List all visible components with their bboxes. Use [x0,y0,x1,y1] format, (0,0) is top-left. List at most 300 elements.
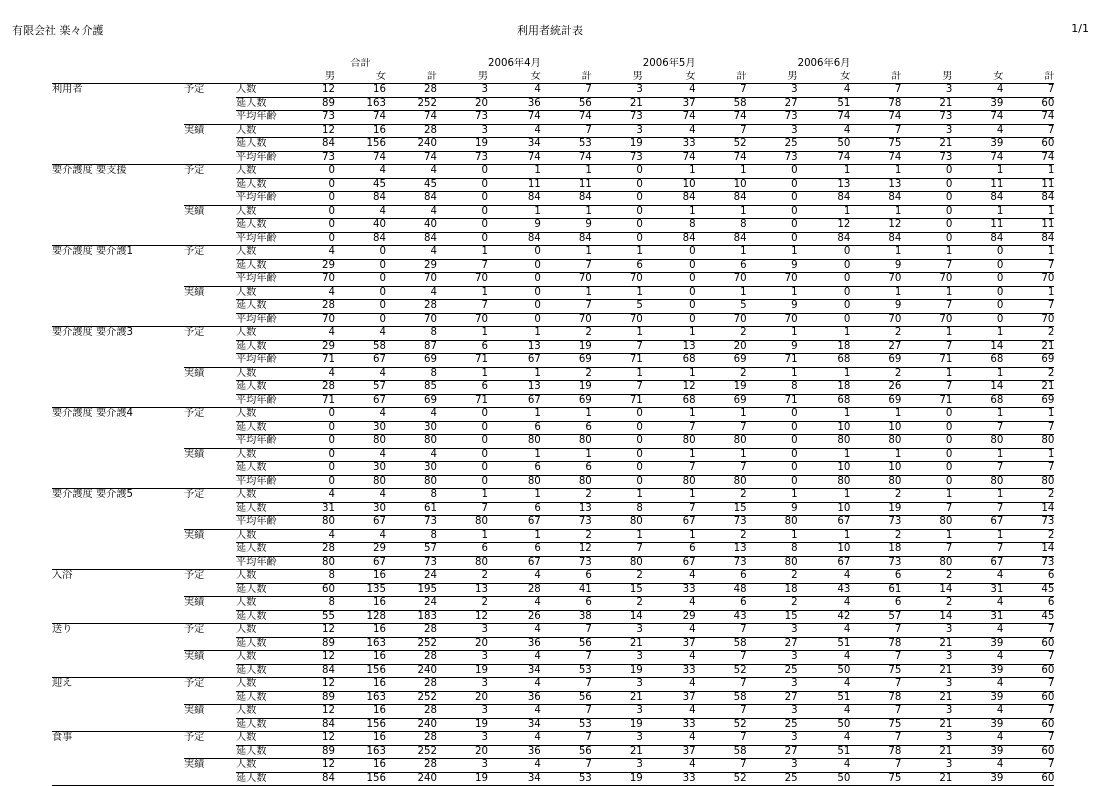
value-cell: 1 [798,165,851,179]
value-cell: 3 [901,624,952,638]
value-cell: 7 [901,259,952,273]
category-label [52,151,184,165]
table-row [52,138,1054,152]
value-cell: 0 [488,259,541,273]
value-cell: 8 [747,543,798,557]
value-cell: 28 [386,678,437,692]
value-cell: 89 [284,637,335,651]
value-cell: 7 [541,705,592,719]
table-row [52,97,1054,111]
value-cell: 20 [437,691,488,705]
value-cell: 74 [1003,111,1054,125]
value-cell: 19 [437,664,488,678]
value-cell: 73 [541,556,592,570]
value-cell: 11 [541,178,592,192]
value-cell: 51 [798,637,851,651]
plan-type-label [184,502,236,516]
value-cell: 6 [696,259,747,273]
value-cell: 84 [284,718,335,732]
plan-type-label [184,435,236,449]
category-label [52,435,184,449]
column-header: 女 [798,71,851,84]
value-cell: 7 [696,421,747,435]
value-cell: 84 [284,772,335,786]
value-cell: 7 [1003,300,1054,314]
value-cell: 39 [952,745,1003,759]
metric-label: 人数 [236,624,284,638]
value-cell: 1 [747,367,798,381]
value-cell: 29 [335,543,386,557]
category-label [52,597,184,611]
value-cell: 11 [952,219,1003,233]
value-cell: 3 [437,651,488,665]
value-cell: 0 [747,462,798,476]
table-row [52,759,1054,773]
value-cell: 1 [488,327,541,341]
metric-label: 延人数 [236,421,284,435]
value-cell: 0 [747,421,798,435]
value-cell: 19 [592,138,643,152]
value-cell: 0 [592,219,643,233]
value-cell: 43 [696,610,747,624]
value-cell: 80 [386,475,437,489]
value-cell: 60 [1003,637,1054,651]
value-cell: 10 [798,421,851,435]
value-cell: 80 [798,475,851,489]
value-cell: 67 [488,556,541,570]
value-cell: 70 [592,273,643,287]
value-cell: 67 [488,354,541,368]
value-cell: 10 [850,421,901,435]
value-cell: 0 [284,421,335,435]
value-cell: 45 [335,178,386,192]
value-cell: 7 [1003,124,1054,138]
category-label [52,759,184,773]
value-cell: 7 [437,259,488,273]
plan-type-label [184,97,236,111]
metric-label: 平均年齢 [236,394,284,408]
value-cell: 3 [747,705,798,719]
value-cell: 21 [901,138,952,152]
value-cell: 0 [284,462,335,476]
metric-label: 延人数 [236,462,284,476]
value-cell: 67 [798,516,851,530]
value-cell: 27 [747,691,798,705]
value-cell: 68 [952,394,1003,408]
value-cell: 43 [798,583,851,597]
value-cell: 84 [850,192,901,206]
value-cell: 84 [798,232,851,246]
table-row [52,205,1054,219]
metric-label: 平均年齢 [236,192,284,206]
metric-label: 延人数 [236,340,284,354]
value-cell: 67 [488,516,541,530]
value-cell: 69 [386,394,437,408]
value-cell: 7 [541,651,592,665]
value-cell: 2 [1003,529,1054,543]
metric-label: 延人数 [236,691,284,705]
value-cell: 68 [952,354,1003,368]
value-cell: 73 [747,151,798,165]
value-cell: 75 [850,718,901,732]
value-cell: 1 [952,205,1003,219]
value-cell: 53 [541,718,592,732]
table-row [52,583,1054,597]
table-row [52,165,1054,179]
table-row [52,327,1054,341]
value-cell: 1 [541,408,592,422]
value-cell: 0 [643,259,696,273]
value-cell: 58 [696,691,747,705]
value-cell: 7 [850,84,901,98]
value-cell: 60 [1003,138,1054,152]
value-cell: 74 [541,151,592,165]
value-cell: 70 [386,313,437,327]
value-cell: 128 [335,610,386,624]
column-header: 女 [952,71,1003,84]
metric-label: 人数 [236,597,284,611]
value-cell: 80 [284,516,335,530]
value-cell: 70 [284,273,335,287]
plan-type-label [184,772,236,786]
value-cell: 60 [1003,664,1054,678]
metric-label: 延人数 [236,718,284,732]
value-cell: 10 [798,462,851,476]
value-cell: 56 [541,691,592,705]
metric-label: 延人数 [236,97,284,111]
value-cell: 1 [592,489,643,503]
value-cell: 73 [901,151,952,165]
value-cell: 4 [952,84,1003,98]
value-cell: 2 [1003,367,1054,381]
value-cell: 21 [1003,381,1054,395]
table-row [52,286,1054,300]
value-cell: 73 [1003,556,1054,570]
value-cell: 7 [696,84,747,98]
value-cell: 6 [850,597,901,611]
value-cell: 4 [386,246,437,260]
value-cell: 13 [696,543,747,557]
value-cell: 20 [437,637,488,651]
value-cell: 39 [952,691,1003,705]
value-cell: 163 [335,691,386,705]
value-cell: 2 [696,367,747,381]
plan-type-label [184,421,236,435]
value-cell: 0 [643,273,696,287]
value-cell: 0 [901,448,952,462]
value-cell: 7 [850,624,901,638]
value-cell: 31 [952,610,1003,624]
category-label [52,192,184,206]
value-cell: 80 [696,435,747,449]
value-cell: 42 [798,610,851,624]
value-cell: 14 [901,583,952,597]
value-cell: 7 [901,502,952,516]
value-cell: 0 [437,219,488,233]
table-row [52,435,1054,449]
category-label [52,178,184,192]
value-cell: 163 [335,97,386,111]
value-cell: 0 [798,259,851,273]
table-row [52,651,1054,665]
value-cell: 0 [901,435,952,449]
value-cell: 8 [643,219,696,233]
value-cell: 10 [850,462,901,476]
value-cell: 7 [541,759,592,773]
value-cell: 80 [592,516,643,530]
plan-type-label [184,138,236,152]
column-header: 女 [335,71,386,84]
metric-label: 延人数 [236,178,284,192]
value-cell: 33 [643,664,696,678]
value-cell: 4 [284,529,335,543]
plan-type-label [184,637,236,651]
value-cell: 16 [335,84,386,98]
value-cell: 51 [798,691,851,705]
value-cell: 55 [284,610,335,624]
value-cell: 4 [952,651,1003,665]
value-cell: 57 [386,543,437,557]
value-cell: 0 [437,462,488,476]
value-cell: 1 [643,408,696,422]
value-cell: 52 [696,718,747,732]
value-cell: 80 [747,556,798,570]
value-cell: 19 [592,718,643,732]
header-spacer [1003,58,1054,71]
value-cell: 73 [901,111,952,125]
value-cell: 37 [643,97,696,111]
value-cell: 0 [592,165,643,179]
value-cell: 0 [284,232,335,246]
metric-label: 延人数 [236,664,284,678]
value-cell: 80 [850,435,901,449]
value-cell: 12 [798,219,851,233]
value-cell: 13 [643,340,696,354]
value-cell: 28 [386,84,437,98]
value-cell: 6 [488,543,541,557]
value-cell: 1 [592,529,643,543]
metric-label: 人数 [236,367,284,381]
value-cell: 84 [952,232,1003,246]
value-cell: 69 [1003,394,1054,408]
value-cell: 12 [541,543,592,557]
category-label [52,367,184,381]
value-cell: 1 [488,165,541,179]
value-cell: 3 [592,651,643,665]
plan-type-label [184,543,236,557]
value-cell: 34 [488,772,541,786]
value-cell: 0 [747,475,798,489]
value-cell: 0 [284,219,335,233]
plan-type-label: 予定 [184,489,205,501]
value-cell: 4 [488,759,541,773]
value-cell: 163 [335,637,386,651]
value-cell: 53 [541,138,592,152]
value-cell: 69 [541,354,592,368]
value-cell: 2 [592,570,643,584]
value-cell: 74 [798,111,851,125]
value-cell: 4 [798,732,851,746]
value-cell: 0 [747,448,798,462]
category-label [52,354,184,368]
value-cell: 15 [592,583,643,597]
table-row [52,421,1054,435]
category-label [52,529,184,543]
value-cell: 1 [643,448,696,462]
value-cell: 85 [386,381,437,395]
value-cell: 80 [901,556,952,570]
value-cell: 78 [850,691,901,705]
plan-type-label: 実績 [184,448,205,460]
value-cell: 20 [696,340,747,354]
value-cell: 84 [488,192,541,206]
value-cell: 0 [901,165,952,179]
value-cell: 36 [488,691,541,705]
value-cell: 68 [798,354,851,368]
value-cell: 21 [901,772,952,786]
metric-label: 人数 [236,448,284,462]
value-cell: 156 [335,718,386,732]
table-row [52,246,1054,260]
table-row [52,624,1054,638]
value-cell: 34 [488,664,541,678]
plan-type-label [184,192,236,206]
value-cell: 2 [901,570,952,584]
value-cell: 50 [798,138,851,152]
value-cell: 36 [488,637,541,651]
value-cell: 9 [747,502,798,516]
column-header: 計 [541,71,592,84]
group-label-2006-05: 2006年5月 [642,58,696,69]
value-cell: 16 [335,570,386,584]
value-cell: 70 [696,273,747,287]
value-cell: 1 [488,529,541,543]
value-cell: 0 [901,475,952,489]
value-cell: 4 [798,84,851,98]
metric-label: 人数 [236,529,284,543]
value-cell: 2 [850,529,901,543]
category-label: 迎え [52,678,73,690]
value-cell: 1 [643,489,696,503]
category-label: 利用者 [52,84,83,96]
value-cell: 74 [386,151,437,165]
value-cell: 18 [798,340,851,354]
table-row [52,408,1054,422]
value-cell: 68 [798,394,851,408]
value-cell: 252 [386,97,437,111]
value-cell: 1 [901,327,952,341]
value-cell: 70 [386,273,437,287]
value-cell: 1 [798,327,851,341]
value-cell: 70 [1003,313,1054,327]
value-cell: 8 [284,597,335,611]
value-cell: 6 [437,381,488,395]
value-cell: 7 [1003,732,1054,746]
value-cell: 21 [901,745,952,759]
value-cell: 74 [541,111,592,125]
value-cell: 13 [488,340,541,354]
value-cell: 50 [798,772,851,786]
value-cell: 4 [798,651,851,665]
value-cell: 51 [798,745,851,759]
value-cell: 1 [696,448,747,462]
value-cell: 7 [901,543,952,557]
value-cell: 74 [798,151,851,165]
value-cell: 2 [901,597,952,611]
group-label-total: 合計 [350,58,371,69]
value-cell: 18 [798,381,851,395]
value-cell: 4 [488,570,541,584]
value-cell: 135 [335,583,386,597]
value-cell: 6 [541,421,592,435]
value-cell: 74 [643,111,696,125]
value-cell: 1 [488,205,541,219]
value-cell: 7 [952,543,1003,557]
value-cell: 80 [386,435,437,449]
plan-type-label [184,475,236,489]
metric-label: 人数 [236,327,284,341]
value-cell: 8 [386,489,437,503]
value-cell: 70 [850,313,901,327]
value-cell: 2 [747,597,798,611]
value-cell: 1 [747,286,798,300]
category-label [52,124,184,138]
metric-label: 平均年齢 [236,556,284,570]
value-cell: 70 [901,313,952,327]
value-cell: 71 [747,354,798,368]
value-cell: 0 [643,286,696,300]
value-cell: 19 [437,772,488,786]
category-label [52,421,184,435]
value-cell: 3 [437,624,488,638]
value-cell: 21 [592,691,643,705]
value-cell: 1 [850,408,901,422]
value-cell: 12 [284,732,335,746]
value-cell: 19 [850,502,901,516]
value-cell: 60 [1003,745,1054,759]
table-row [52,543,1054,557]
value-cell: 67 [952,556,1003,570]
value-cell: 80 [541,435,592,449]
column-header: 計 [850,71,901,84]
value-cell: 7 [1003,259,1054,273]
value-cell: 69 [850,394,901,408]
plan-type-label [184,516,236,530]
value-cell: 74 [1003,151,1054,165]
value-cell: 14 [1003,543,1054,557]
table-row [52,462,1054,476]
value-cell: 52 [696,772,747,786]
value-cell: 0 [284,408,335,422]
value-cell: 1 [850,165,901,179]
value-cell: 80 [747,516,798,530]
value-cell: 67 [335,354,386,368]
value-cell: 0 [592,475,643,489]
value-cell: 71 [437,394,488,408]
value-cell: 8 [284,570,335,584]
header-spacer [901,58,952,71]
value-cell: 1 [952,489,1003,503]
value-cell: 39 [952,772,1003,786]
metric-label: 人数 [236,165,284,179]
plan-type-label: 実績 [184,124,205,136]
value-cell: 1 [437,529,488,543]
value-cell: 4 [284,489,335,503]
value-cell: 73 [696,556,747,570]
value-cell: 50 [798,718,851,732]
value-cell: 37 [643,637,696,651]
value-cell: 84 [696,232,747,246]
